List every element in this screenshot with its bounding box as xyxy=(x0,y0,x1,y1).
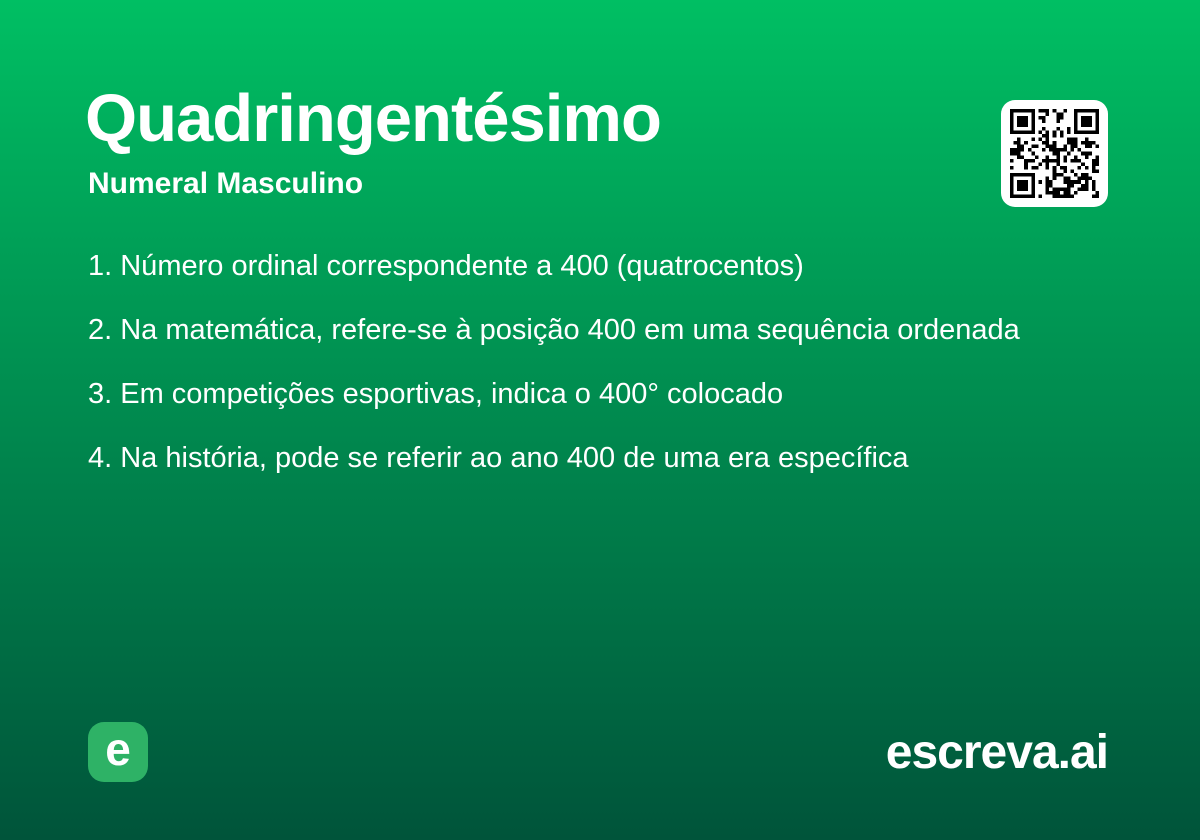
definition-item-1: 1. Número ordinal correspondente a 400 (quatrocentos) xyxy=(88,250,804,282)
qr-code-pattern xyxy=(1010,109,1099,198)
brand-wordmark: escreva.ai xyxy=(885,725,1108,779)
qr-code xyxy=(1001,100,1108,207)
footer xyxy=(88,722,1108,782)
definitions-list xyxy=(88,245,1033,501)
page-title: Quadringentésimo xyxy=(85,81,661,156)
definition-item-4: 4. Na história, pode se referir ao ano 400 de uma era específica xyxy=(88,442,909,474)
escreva-logo-icon xyxy=(88,722,148,782)
word-class-label: Numeral Masculino xyxy=(88,167,364,200)
logo-letter: e xyxy=(105,723,131,775)
definition-item-2: 2. Na matemática, refere-se à posição 400 em uma sequência ordenada xyxy=(88,314,1020,346)
definition-item-3: 3. Em competições esportivas, indica o 400° colocado xyxy=(88,378,784,410)
